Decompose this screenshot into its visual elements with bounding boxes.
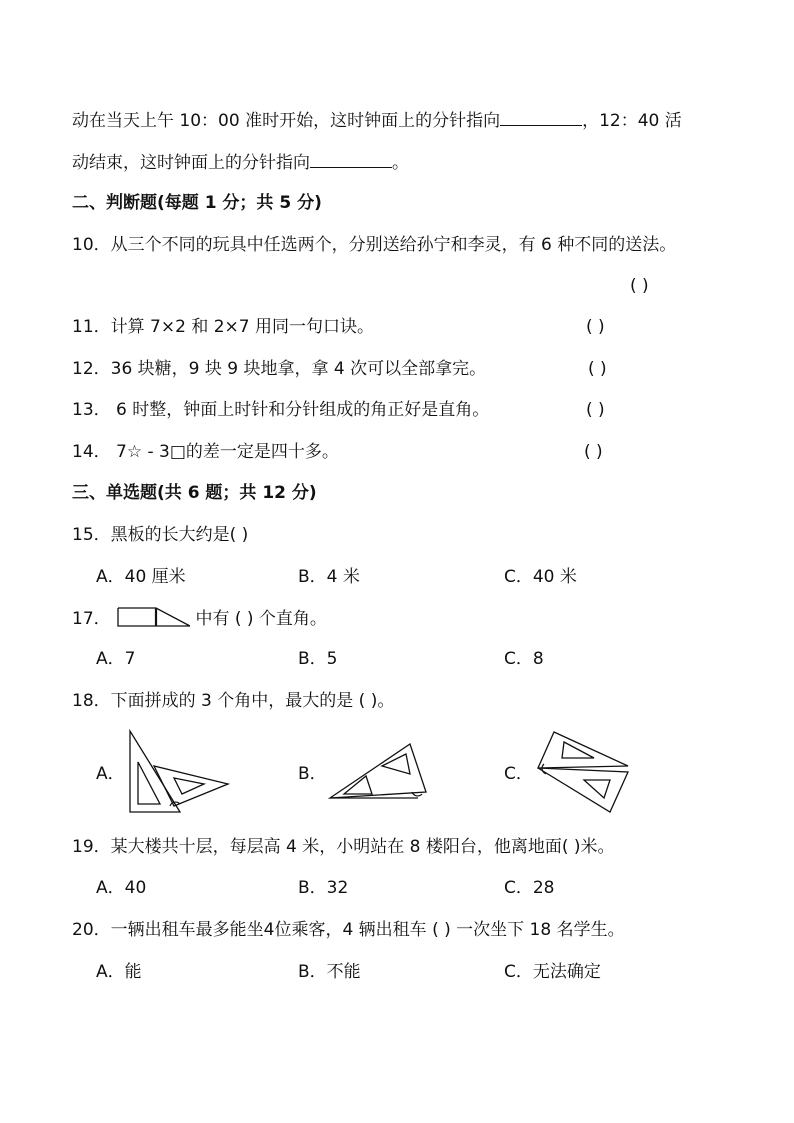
q17-option-c[interactable]: C．8 (504, 649, 544, 669)
q9-text-d: 。 (392, 153, 409, 173)
q12-answer-paren[interactable]: ( ) (588, 359, 607, 379)
q11-stem: 11．计算 7×2 和 2×7 用同一句口诀。 (72, 317, 374, 337)
q10-stem: 10．从三个不同的玩具中任选两个，分别送给孙宁和李灵，有 6 种不同的送法。 (72, 235, 677, 255)
q18-option-c[interactable]: C． (504, 764, 533, 784)
q9-line-1 (72, 107, 682, 133)
q17-stem (72, 606, 327, 631)
q19-option-c[interactable]: C．28 (504, 878, 555, 898)
q9-text-c: 动结束，这时钟面上的分针指向 (72, 153, 310, 173)
q14-stem: 14． 7☆ - 3□的差一定是四十多。 (72, 442, 339, 462)
q12-stem: 12．36 块糖，9 块 9 块地拿，拿 4 次可以全部拿完。 (72, 359, 487, 379)
q9-blank-2[interactable] (310, 149, 392, 168)
q14-answer-paren[interactable]: ( ) (584, 442, 603, 462)
q9-blank-1[interactable] (500, 107, 582, 126)
q9-text-a: 动在当天上午 10：00 准时开始，这时钟面上的分针指向 (72, 111, 501, 131)
q13-answer-paren[interactable]: ( ) (586, 400, 605, 420)
q19-stem: 19．某大楼共十层，每层高 4 米，小明站在 8 楼阳台，他离地面( )米。 (72, 837, 615, 857)
q18-option-a[interactable]: A． (96, 764, 125, 784)
q9-line-2 (72, 149, 409, 175)
triangle-rulers-figure-a (124, 728, 234, 816)
q20-option-a[interactable]: A．能 (96, 962, 142, 982)
q17-option-b[interactable]: B．5 (298, 649, 338, 669)
q20-option-b[interactable]: B．不能 (298, 962, 361, 982)
q11-answer-paren[interactable]: ( ) (586, 317, 605, 337)
q17-after: 中有 ( ) 个直角。 (195, 609, 327, 629)
q10-answer-paren[interactable]: ( ) (630, 276, 649, 296)
q15-option-a[interactable]: A．40 厘米 (96, 567, 186, 587)
q18-stem: 18．下面拼成的 3 个角中，最大的是 ( )。 (72, 691, 395, 711)
q17-option-a[interactable]: A．7 (96, 649, 136, 669)
q20-option-c[interactable]: C．无法确定 (504, 962, 601, 982)
section-2-title: 二、判断题(每题 1 分；共 5 分) (72, 193, 322, 213)
q18-option-b[interactable]: B． (298, 764, 327, 784)
triangle-rulers-figure-b (326, 740, 430, 802)
section-3-title: 三、单选题(共 6 题；共 12 分) (72, 483, 317, 503)
q13-stem: 13． 6 时整，钟面上时针和分针组成的角正好是直角。 (72, 400, 490, 420)
q15-option-b[interactable]: B．4 米 (298, 567, 360, 587)
q19-option-a[interactable]: A．40 (96, 878, 147, 898)
rectangle-triangle-figure (116, 606, 190, 628)
triangle-rulers-figure-c (534, 728, 634, 816)
q9-text-b: ，12：40 活 (582, 111, 682, 131)
q19-option-b[interactable]: B．32 (298, 878, 349, 898)
q15-stem: 15．黑板的长大约是( ) (72, 525, 249, 545)
q17-number: 17． (72, 609, 111, 629)
q20-stem: 20．一辆出租车最多能坐4位乘客，4 辆出租车 ( ) 一次坐下 18 名学生。 (72, 920, 625, 940)
q15-option-c[interactable]: C．40 米 (504, 567, 577, 587)
